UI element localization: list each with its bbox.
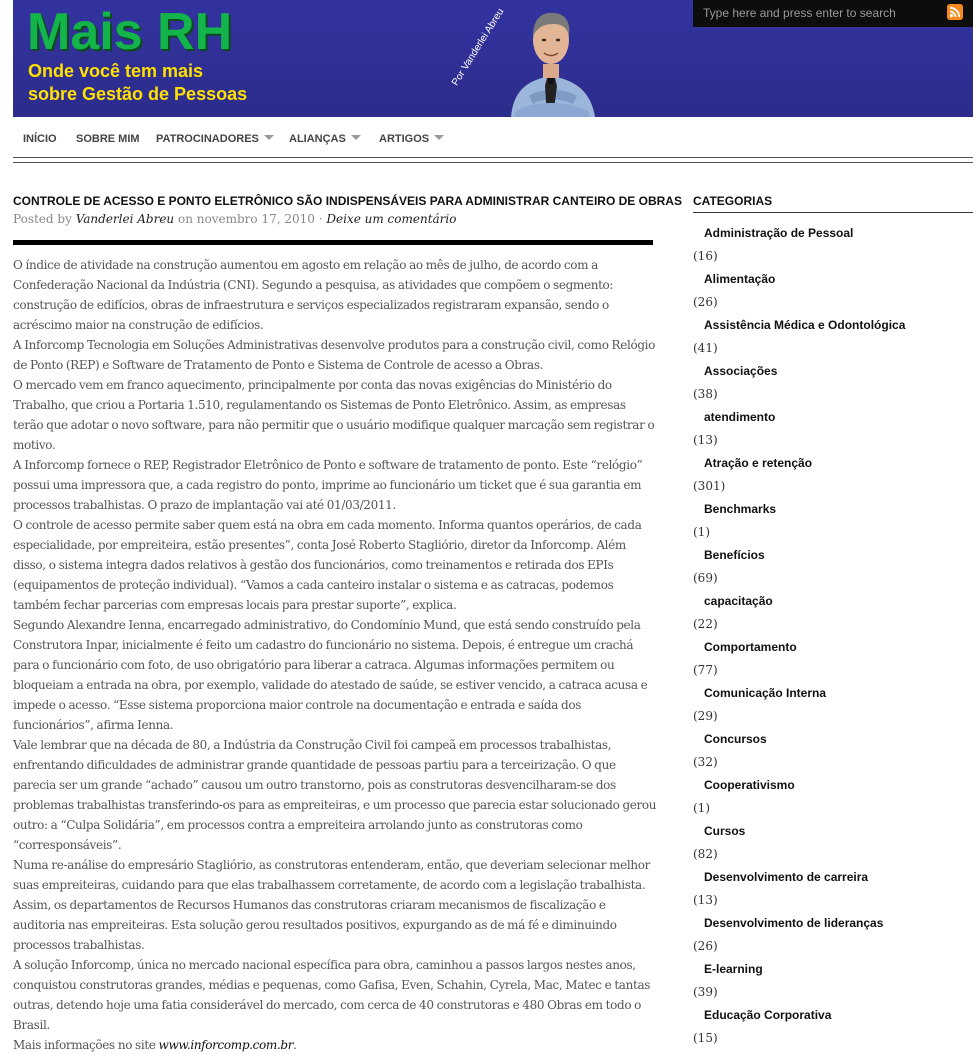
nav-divider-top [13,157,973,158]
nav-item-sobre-mim[interactable] [76,133,140,145]
tagline-line-2: sobre Gestão de Pessoas [28,84,248,104]
post-paragraph: O índice de atividade na construção aumentou em agosto em relação ao mês de julho, de acordo com a Confederação Nacional da Indústria (CNI). Segundo a pesquisa, as atividades que compõem o segmento: construção de edifícios, obras de infraestrutura e serviços especializados registraram expansão, sendo o acréscimo maior na construção de edifícios. [13,258,614,332]
site-logo-title[interactable]: Mais RH [27,3,233,61]
category-count: (41) [693,341,718,355]
category-count: (1) [693,525,710,539]
category-link[interactable]: Assistência Médica e Odontológica [704,318,906,332]
post-paragraph: O controle de acesso permite saber quem está na obra em cada momento. Informa quantos operários, de cada especialidade, por empreiteira, estão presentes”, conta José Roberto Stagliório, diretor da Inforcomp. Além disso, o sistema integra dados relativos à gestão dos funcionários, como treinamentos e retirada dos EPIs (equipamentos de proteção individual). “Vamos a cada canteiro instalar o sistema e as catracas, podemos também fechar parcerias com empresas locais para prestar suporte”, explica. [13,518,642,612]
nav-item-label: PATROCINADORES [156,133,259,145]
nav-item-inicio[interactable] [23,133,57,145]
category-count: (22) [693,617,718,631]
category-link[interactable]: Atração e retenção [704,456,813,470]
nav-item-label: SOBRE MIM [76,133,140,145]
category-count: (82) [693,847,718,861]
category-link[interactable]: E-learning [704,962,763,976]
nav-item-patrocinadores[interactable] [156,133,274,145]
post-title[interactable]: CONTROLE DE ACESSO E PONTO ELETRÔNICO SÃO INDISPENSÁVEIS PARA ADMINISTRAR CANTEIRO DE OBRAS [13,194,682,208]
category-count: (13) [693,433,718,447]
category-link[interactable]: Comunicação Interna [704,686,827,700]
chevron-down-icon [264,135,274,140]
site-tagline [28,60,308,106]
categories-heading: CATEGORIAS [693,194,773,208]
category-count: (29) [693,709,718,723]
category-link[interactable]: Alimentação [704,272,776,286]
categories-divider [693,212,973,213]
category-link[interactable]: atendimento [704,410,776,424]
chevron-down-icon [351,135,361,140]
rss-icon[interactable] [947,4,963,20]
category-link[interactable]: Cursos [704,824,746,838]
category-count: (77) [693,663,718,677]
category-count: (32) [693,755,718,769]
category-link[interactable]: Educação Corporativa [704,1008,832,1022]
comment-link[interactable]: Deixe um comentário [326,212,457,226]
category-count: (301) [693,479,726,493]
post-paragraph: Numa re-análise do empresário Stagliório, as construtoras entenderam, então, que deveriam selecionar melhor suas empreiteiras, cuidando para que elas trabalhassem corretamente, de acordo com a legislação trabalhista. Assim, os departamentos de Recursos Humanos das construtoras criaram mecanismos de fiscalização e auditoria nas empreiteiras. Esta solução gerou resultados positivos, expurgando as de má fé e diminuindo processos trabalhistas. [13,858,650,952]
nav-divider-bottom [13,162,973,163]
meta-separator: · [318,212,323,226]
category-count: (15) [693,1031,718,1045]
post-paragraph: A Inforcomp fornece o REP, Registrador Eletrônico de Ponto e software de tratamento de ponto. Este “relógio” possui uma impressora que, a cada registro do ponto, imprime ao funcionário um ticket que é sua garantia em processos trabalhistas. O prazo de implantação vai até 01/03/2011. [13,458,643,512]
category-link[interactable]: Benchmarks [704,502,777,516]
post-paragraph: Segundo Alexandre Ienna, encarregado administrativo, do Condomínio Mund, que está sendo construído pela Construtora Inpar, inicialmente é feito um cadastro do funcionário no sistema. Depois, é entregue um crachá para o funcionário com foto, de uso obrigatório para liberar a catraca. Algumas informações permitem ou bloqueiam a entrada na obra, por exemplo, validade do atestado de saúde, se estiver vencido, a catraca acusa e impede o acesso. “Esse sistema proporciona maior controle na documentação e entrada e saída dos funcionários”, afirma Ienna. [13,618,648,732]
category-link[interactable]: Cooperativismo [704,778,795,792]
post-paragraph: A Inforcomp Tecnologia em Soluções Administrativas desenvolve produtos para a construção civil, como Relógio de Ponto (REP) e Software de Tratamento de Ponto e Sistema de Controle de acesso a Obras. [13,338,656,372]
category-count: (26) [693,939,718,953]
category-link[interactable]: Associações [704,364,778,378]
photo-caption: Por Vanderlei Abreu [450,6,507,88]
category-count: (69) [693,571,718,585]
post-date: novembro 17, 2010 [196,212,315,226]
nav-item-label: ALIANÇAS [289,133,346,145]
post-body [13,255,658,1054]
category-link[interactable]: Benefícios [704,548,765,562]
category-count: (26) [693,295,718,309]
meta-posted-by: Posted by [13,212,72,226]
main-nav [13,117,973,161]
nav-item-label: ARTIGOS [379,133,430,145]
category-count: (1) [693,801,710,815]
post-author-link[interactable]: Vanderlei Abreu [75,212,175,226]
nav-item-artigos[interactable] [379,133,444,145]
meta-on: on [178,212,193,226]
post-meta [13,212,456,226]
tagline-line-1: Onde você tem mais [28,61,204,81]
category-link[interactable]: Concursos [704,732,767,746]
nav-item-label: INÍCIO [23,133,57,145]
search-box [693,0,973,27]
more-info-prefix: Mais informações no site [13,1038,156,1052]
post-title-divider [13,240,653,245]
more-info-suffix: . [293,1038,297,1052]
chevron-down-icon [434,135,444,140]
post-paragraph: A solução Inforcomp, única no mercado nacional específica para obra, caminhou a passos largos nestes anos, conquistou construtoras grandes, médias e pequenas, como Gafisa, Even, Schahin, Cyrela, Mac, Matec e tantas outras, detendo hoje uma fatia considerável do mercado, com cerca de 40 construtoras e 480 Obras em todo o Brasil. [13,958,651,1032]
nav-item-aliancas[interactable] [289,133,361,145]
post-paragraph: Vale lembrar que na década de 80, a Indústria da Construção Civil foi campeã em processos trabalhistas, enfrentando dificuldades de administrar grande quantidade de pessoas partiu para a terceirização. O que parecia ser um grande “achado” causou um outro transtorno, pois as construtoras desvencilharam-se dos problemas trabalhistas transferindo-os para as empreiteiras, e um processo que parecia estar solucionado gerou outro: a “Culpa Solidária”, em processos contra a empreiteira arrolando junto as construtoras como “corresponsáveis”. [13,738,657,852]
search-input[interactable] [693,0,933,26]
categories-list [693,223,973,1051]
category-link[interactable]: Administração de Pessoal [704,226,854,240]
inforcomp-site-link[interactable]: www.inforcomp.com.br [158,1038,294,1052]
category-count: (16) [693,249,718,263]
category-link[interactable]: Desenvolvimento de lideranças [704,916,884,930]
category-count: (38) [693,387,718,401]
category-count: (39) [693,985,718,999]
category-link[interactable]: capacitação [704,594,773,608]
category-count: (13) [693,893,718,907]
category-link[interactable]: Desenvolvimento de carreira [704,870,869,884]
more-info-line [13,1035,658,1054]
category-link[interactable]: Comportamento [704,640,797,654]
post-paragraph: O mercado vem em franco aquecimento, principalmente por conta das novas exigências do Ministério do Trabalho, que criou a Portaria 1.510, regulamentando os Sistemas de Ponto Eletrônico. Assim, as empresas terão que adotar o novo software, para não permitir que o usuário modifique qualquer marcação sem registrar o motivo. [13,378,655,452]
